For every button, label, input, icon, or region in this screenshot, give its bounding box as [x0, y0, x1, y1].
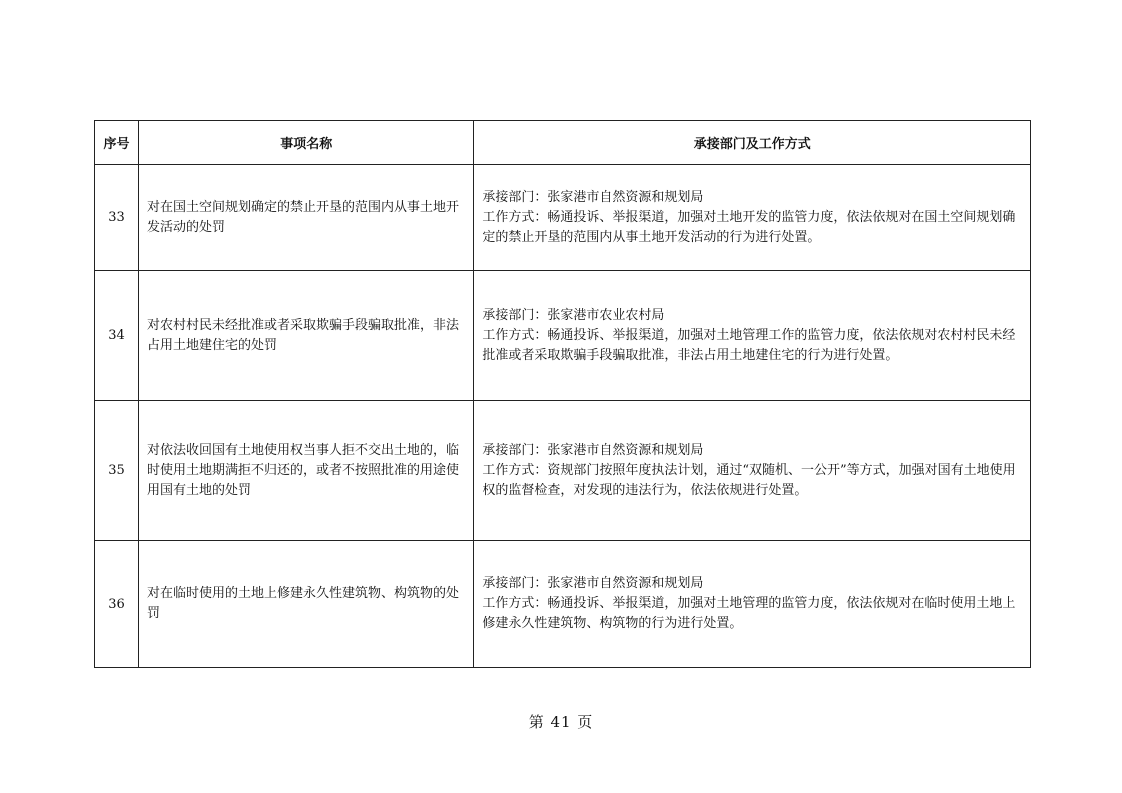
table-row — [95, 271, 1031, 401]
dept-line: 承接部门：张家港市自然资源和规划局 — [482, 189, 704, 205]
method-line: 工作方式：资规部门按照年度执法计划，通过“双随机、一公开”等方式，加强对国有土地使用权的监督检查，对发现的违法行为，依法依规进行处置。 — [482, 462, 1016, 498]
row-item-name: 对在国土空间规划确定的禁止开垦的范围内从事土地开发活动的处罚 — [139, 165, 474, 271]
table-row — [95, 401, 1031, 541]
dept-line: 承接部门：张家港市农业农村局 — [482, 307, 665, 323]
row-seq: 35 — [95, 401, 139, 541]
header-item-name: 事项名称 — [139, 121, 474, 165]
dept-line: 承接部门：张家港市自然资源和规划局 — [482, 442, 704, 458]
dept-line: 承接部门：张家港市自然资源和规划局 — [482, 576, 704, 591]
row-seq: 36 — [95, 541, 139, 668]
method-line: 工作方式：畅通投诉、举报渠道，加强对土地管理工作的监管力度，依法依规对农村村民未经批准或者采取欺骗手段骗取批准，非法占用土地建住宅的行为进行处置。 — [482, 327, 1016, 363]
table-row — [95, 165, 1031, 271]
header-seq: 序号 — [95, 121, 139, 165]
row-item-name: 对依法收回国有土地使用权当事人拒不交出土地的，临时使用土地期满拒不归还的，或者不按照批准的用途使用国有土地的处罚 — [139, 401, 474, 541]
row-dept-method — [474, 271, 1031, 401]
table-header-row — [95, 121, 1031, 165]
row-dept-method — [474, 165, 1031, 271]
row-dept-method — [474, 401, 1031, 541]
row-seq: 34 — [95, 271, 139, 401]
row-item-name: 对在临时使用的土地上修建永久性建筑物、构筑物的处罚 — [139, 541, 474, 668]
page-number: 第 41 页 — [528, 713, 594, 731]
row-item-name: 对农村村民未经批准或者采取欺骗手段骗取批准，非法占用土地建住宅的处罚 — [139, 271, 474, 401]
method-line: 工作方式：畅通投诉、举报渠道，加强对土地开发的监管力度，依法依规对在国土空间规划确定的禁止开垦的范围内从事土地开发活动的行为进行处置。 — [482, 209, 1016, 245]
row-seq: 33 — [95, 165, 139, 271]
method-line: 工作方式：畅通投诉、举报渠道，加强对土地管理的监管力度，依法依规对在临时使用土地上修建永久性建筑物、构筑物的行为进行处置。 — [482, 596, 1016, 631]
row-dept-method — [474, 541, 1031, 668]
table-row — [95, 541, 1031, 668]
items-table — [94, 120, 1031, 668]
header-dept-method: 承接部门及工作方式 — [474, 121, 1031, 165]
